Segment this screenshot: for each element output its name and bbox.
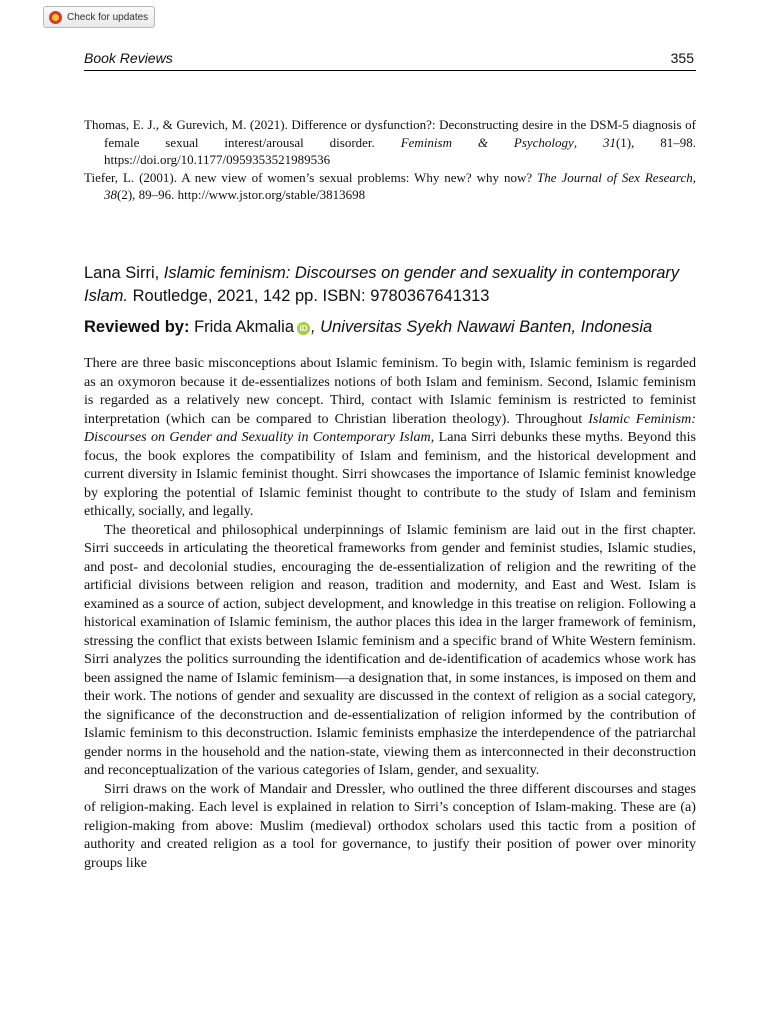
- crossmark-icon: [49, 11, 62, 24]
- reviewer-line: [84, 316, 696, 338]
- page-number: 355: [670, 50, 694, 66]
- reference-journal: The Journal of Sex Research: [537, 169, 693, 185]
- paragraph: [84, 354, 696, 521]
- paragraph: The theoretical and philosophical underpinnings of Islamic feminism are laid out in the first chapter. Sirri succeeds in articulating the theoretical frameworks from gender and feminist studies, Islamic studies, and post- and decolonial studies, encouraging the de-essentialization of religion and the rewriting of the artificial divisions between religion and reason, tradition and modernity, and East and West. Islam is examined as a source of action, subject development, and knowledge in this treatise on religion. Following a historical examination of Islamic feminism, the author places this idea in the larger framework of feminism, stressing the conflict that exists between Islamic feminism and a specific brand of White Western feminism. Sirri analyzes the politics surrounding the identification and de-identification of academics whose work has been assigned the name of Islamic feminism—a designation that, in some instances, is imposed on them and their work. The notions of gender and sexuality are discussed in the context of religion as a social category, the significance of the deconstruction and de-essentialization of religion informed by the contribution of Islamic feminism to this deconstruction. Islamic feminists emphasize the interdependence of the patriarchal gender norms in the household and the nation-state, viewing them as interconnected in their deconstruction and reconceptualization of the various categories of Islam, gender, and sexuality.: [84, 521, 696, 778]
- reviewed-by-label: Reviewed by:: [84, 318, 190, 336]
- book-citation: [84, 262, 696, 308]
- reference-journal: Feminism & Psychology: [400, 134, 574, 150]
- book-publication: Routledge, 2021, 142 pp. ISBN: 9780367641313: [132, 287, 490, 305]
- reference-tail: (1), 81–98. https://doi.org/10.1177/0959353521989536: [104, 134, 697, 167]
- paragraph: Sirri draws on the work of Mandair and Dressler, who outlined the three different discourses and stages of religion-making. Each level is explained in relation to Sirri’s conception of Islam-making. These are (a) religion-making from above: Muslim (medieval) orthodox scholars used this tactic from a position of authority and created religion as a tool for governance, to justify their position of power over minority groups like: [84, 780, 696, 871]
- reviewer-affiliation: , Universitas Syekh Nawawi Banten, Indonesia: [311, 318, 653, 336]
- check-for-updates-badge[interactable]: [43, 6, 155, 28]
- book-author: Lana Sirri,: [84, 264, 160, 282]
- reference-item: [84, 169, 696, 204]
- book-title: Islamic feminism: Discourses on gender and sexuality in contemporary Islam.: [84, 264, 680, 305]
- check-for-updates-label: Check for updates: [67, 11, 149, 23]
- running-head: [84, 50, 696, 71]
- paragraph-text: There are three basic misconceptions about Islamic feminism. To begin with, Islamic feminism is regarded as an oxymoron because it de-essentializes notions of both Islam and feminism. Second, Islamic feminism is regarded as a relatively new concept. Third, contact with Islamic feminism is restricted to feminist interpretation (which can be compared to Christian liberation theology). Throughout: [84, 355, 696, 427]
- reference-separator: ,: [573, 134, 603, 150]
- paragraph-text: , Lana Sirri debunks these myths. Beyond this focus, the book explores the compatibility of Islam and feminism, and the historical development and current diversity in Islamic feminist thought. Sirri showcases the importance of Islamic feminist knowledge by exploring the potential of Islamic feminist thought to contribute to the study of Islam and feminism ethically, socially, and legally.: [84, 429, 697, 519]
- reference-separator: ,: [692, 169, 697, 185]
- reference-volume: 31: [602, 134, 616, 150]
- reference-volume: 38: [104, 187, 117, 202]
- reference-tail: (2), 89–96. http://www.jstor.org/stable/3813698: [117, 187, 366, 202]
- reference-item: [84, 116, 696, 169]
- book-title-inline: Islamic Feminism: Discourses on Gender and Sexuality in Contemporary Islam: [84, 410, 696, 445]
- orcid-icon[interactable]: iD: [297, 322, 310, 335]
- journal-section: Book Reviews: [84, 50, 173, 66]
- reference-list: [84, 116, 696, 204]
- reference-authors: Thomas, E. J., & Gurevich, M. (2021). Difference or dysfunction?: Deconstructing desire in the DSM-5 diagnosis of female sexual interest/arousal disorder.: [84, 117, 696, 150]
- reviewer-name: Frida Akmalia: [194, 318, 295, 336]
- reference-authors: Tiefer, L. (2001). A new view of women’s sexual problems: Why new? why now?: [84, 169, 533, 185]
- review-body: [84, 354, 696, 872]
